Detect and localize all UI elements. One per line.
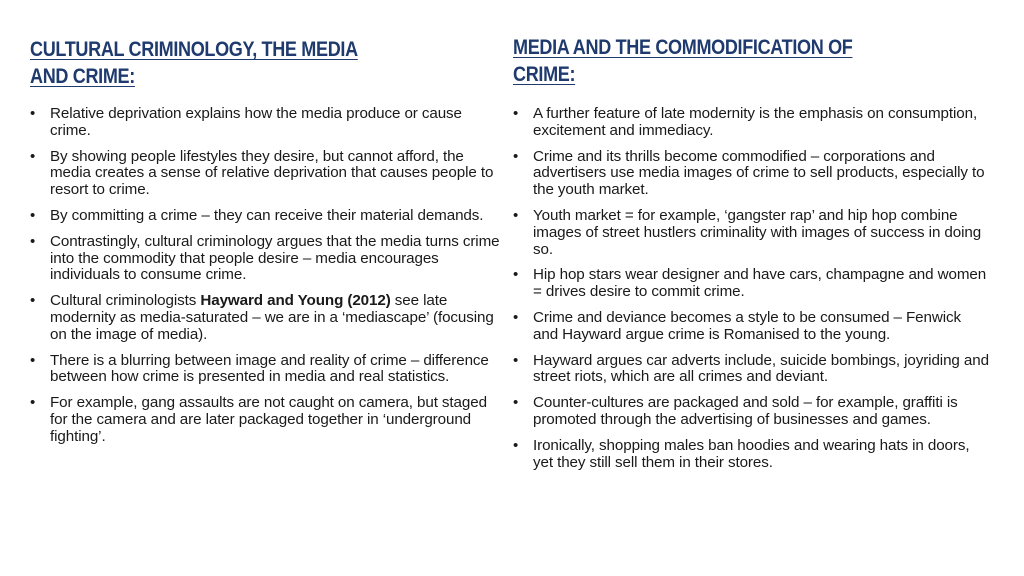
bullet-icon: •	[513, 206, 519, 224]
citation-bold: Hayward and Young (2012)	[200, 292, 391, 310]
right-column	[513, 0, 989, 471]
bullet-icon: •	[513, 394, 519, 412]
bullet-icon: •	[30, 206, 36, 224]
bullet-icon: •	[30, 232, 36, 250]
left-heading-line1: CULTURAL CRIMINOLOGY, THE MEDIA	[30, 38, 358, 61]
left-heading	[30, 36, 512, 90]
left-bullet-list	[30, 106, 500, 455]
right-bullet-list	[513, 106, 989, 480]
bullet-icon: •	[513, 308, 519, 326]
list-item: • By showing people lifestyles they desire, but cannot afford, the media creates a sense of relative deprivation that causes people to resort to crime.	[30, 147, 494, 199]
bullet-icon: •	[513, 147, 519, 165]
bullet-icon: •	[30, 351, 36, 369]
left-column	[30, 0, 500, 445]
list-item: • For example, gang assaults are not caught on camera, but staged for the camera and are later packaged together in ‘underground fighting’.	[30, 394, 487, 445]
bullet-icon: •	[30, 105, 36, 122]
bullet-icon: •	[513, 266, 519, 284]
bullet-icon: •	[513, 436, 519, 454]
list-item: • Relative deprivation explains how the media produce or cause crime.	[30, 105, 462, 139]
right-heading-line1: MEDIA AND THE COMMODIFICATION OF	[513, 36, 853, 59]
list-item: • By committing a crime – they can receive their material demands.	[30, 206, 484, 224]
list-item: • Counter-cultures are packaged and sold – for example, graffiti is promoted through the advertising of businesses and games.	[513, 394, 958, 428]
right-heading-line2: CRIME:	[513, 63, 576, 86]
bullet-icon: •	[513, 105, 519, 122]
list-item: • Crime and its thrills become commodified – corporations and advertisers use media images of crime to sell products, especially to the youth market.	[513, 147, 985, 199]
list-item: • There is a blurring between image and reality of crime – difference between how crime is presented in media and real statistics.	[30, 351, 489, 386]
bullet-icon: •	[30, 292, 36, 310]
list-item: • Contrastingly, cultural criminology argues that the media turns crime into the commodity that people desire – media encourages individuals to consume crime.	[30, 232, 500, 284]
left-heading-line2: AND CRIME:	[30, 65, 135, 88]
list-item: • Cultural criminologists Hayward and Young (2012) see late modernity as media-saturated – we are in a ‘mediascape’ (focusing on the image of media).	[30, 292, 494, 343]
right-heading	[513, 34, 995, 88]
list-item: • Hip hop stars wear designer and have cars, champagne and women = drives desire to commit crime.	[513, 266, 987, 301]
list-item: • Ironically, shopping males ban hoodies and wearing hats in doors, yet they still sell them in their stores.	[513, 436, 970, 471]
list-item: • A further feature of late modernity is the emphasis on consumption, excitement and immediacy.	[513, 105, 978, 139]
list-item: • Youth market = for example, ‘gangster rap’ and hip hop combine images of street hustlers criminality with images of success in doing so.	[513, 206, 982, 258]
bullet-icon: •	[513, 351, 519, 369]
bullet-icon: •	[30, 394, 36, 412]
bullet-icon: •	[30, 147, 36, 165]
list-item: • Crime and deviance becomes a style to be consumed – Fenwick and Hayward argue crime is Romanised to the young.	[513, 308, 962, 343]
list-item: • Hayward argues car adverts include, suicide bombings, joyriding and street riots, which are all crimes and deviant.	[513, 351, 989, 386]
